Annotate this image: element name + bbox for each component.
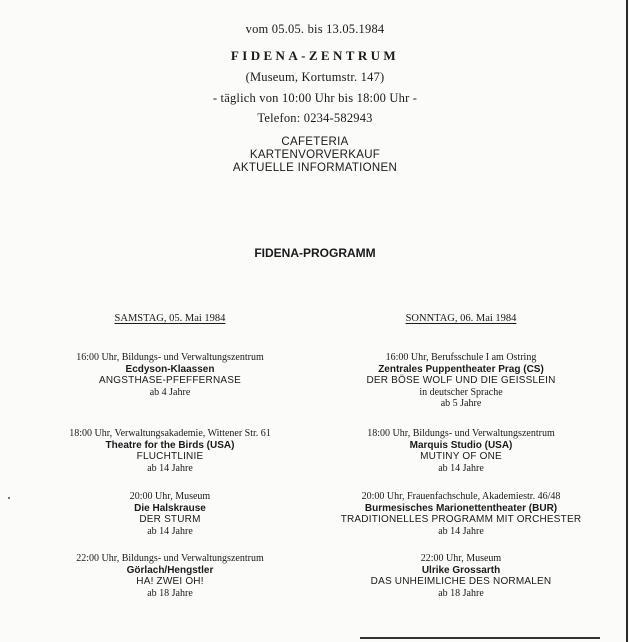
program-title: FIDENA-PROGRAMM (254, 246, 376, 260)
event-age: ab 5 Jahre (440, 398, 482, 409)
event-entry (20, 352, 320, 398)
service-item-cafeteria: CAFETERIA (281, 136, 349, 148)
event-entry (320, 491, 602, 537)
event-title: HA! ZWEI OH! (136, 576, 204, 587)
event-age: ab 4 Jahre (149, 386, 191, 398)
event-entry (20, 428, 320, 474)
event-time-venue: 22:00 Uhr, Bildungs- und Verwaltungszentrum (76, 553, 264, 564)
event-age: ab 14 Jahre (438, 525, 484, 537)
event-company: Marquis Studio (USA) (409, 439, 513, 451)
event-title: TRADITIONELLES PROGRAMM MIT ORCHESTER (340, 514, 582, 525)
event-entry (320, 553, 602, 599)
event-age: ab 14 Jahre (438, 462, 484, 474)
event-time-venue: 16:00 Uhr, Berufsschule I am Ostring (385, 352, 537, 363)
event-age: ab 14 Jahre (147, 525, 193, 537)
event-note: in deutscher Sprache (419, 386, 503, 398)
day-heading (20, 313, 320, 324)
event-time-venue: 18:00 Uhr, Verwaltungsakademie, Wittener Str. 61 (69, 428, 271, 439)
event-title: FLUCHTLINIE (136, 451, 204, 462)
event-title: DER BÖSE WOLF UND DIE GEISSLEIN (366, 375, 556, 386)
event-entry (320, 352, 602, 410)
event-time-venue: 22:00 Uhr, Museum (420, 553, 502, 564)
event-company: Burmesisches Marionettentheater (BUR) (364, 502, 558, 514)
service-item-advance-sales: KARTENVORVERKAUF (249, 149, 381, 161)
opening-hours: - täglich von 10:00 Uhr bis 18:00 Uhr - (212, 91, 418, 105)
event-title: ANGSTHASE-PFEFFERNASE (99, 375, 241, 386)
date-range: vom 05.05. bis 13.05.1984 (245, 22, 385, 36)
venue-title: FIDENA-ZENTRUM (230, 48, 400, 63)
event-title: DER STURM (139, 514, 201, 525)
event-title: DAS UNHEIMLICHE DES NORMALEN (370, 576, 552, 587)
event-company: Die Halskrause (134, 502, 206, 514)
scan-speck (8, 497, 10, 499)
event-time-venue: 16:00 Uhr, Bildungs- und Verwaltungszentrum (76, 352, 264, 363)
event-time-venue: 20:00 Uhr, Frauenfachschule, Akademiestr. 46/48 (361, 491, 561, 502)
event-entry (320, 428, 602, 474)
event-company: Görlach/Hengstler (126, 564, 214, 576)
event-time-venue: 20:00 Uhr, Museum (129, 491, 211, 502)
phone-number: Telefon: 0234-582943 (257, 111, 373, 125)
event-entry (20, 491, 320, 537)
event-age: ab 14 Jahre (147, 462, 193, 474)
event-age: ab 18 Jahre (147, 587, 193, 599)
event-title: MUTINY OF ONE (420, 451, 502, 462)
event-age: ab 18 Jahre (438, 587, 484, 599)
day-heading (320, 313, 602, 324)
event-time-venue: 18:00 Uhr, Bildungs- und Verwaltungszentrum (367, 428, 555, 439)
day-heading-label: SAMSTAG, 05. Mai 1984 (114, 313, 226, 324)
service-item-information: AKTUELLE INFORMATIONEN (232, 162, 398, 174)
event-entry (20, 553, 320, 599)
day-heading-label: SONNTAG, 06. Mai 1984 (405, 313, 517, 324)
event-company: Ulrike Grossarth (421, 564, 501, 576)
event-company: Zentrales Puppentheater Prag (CS) (378, 363, 544, 375)
venue-address: (Museum, Kortumstr. 147) (245, 70, 385, 84)
bottom-rule (360, 637, 600, 639)
event-company: Theatre for the Birds (USA) (105, 439, 235, 451)
event-company: Ecdyson-Klaassen (125, 363, 215, 375)
